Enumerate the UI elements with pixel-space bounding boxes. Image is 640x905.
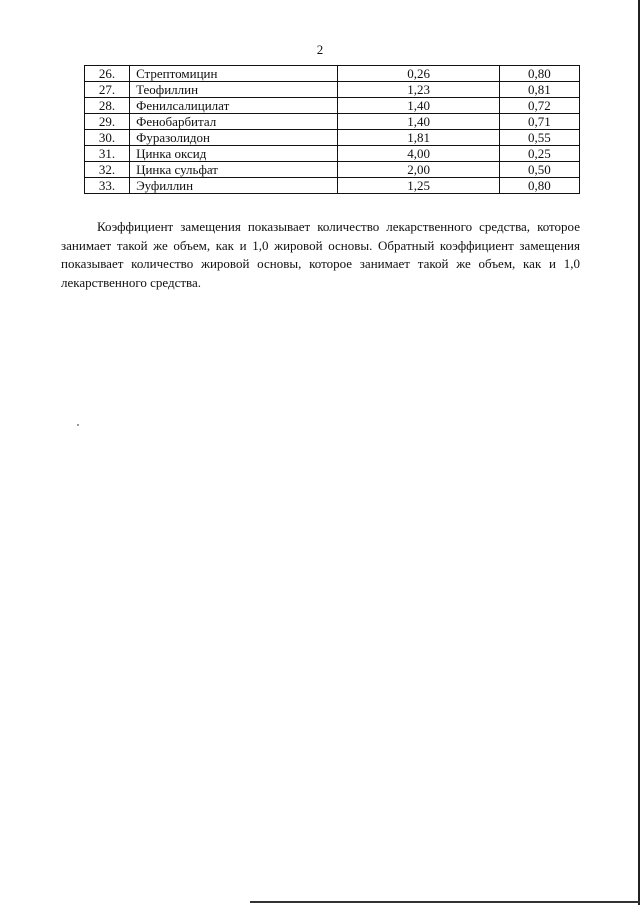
row-number-cell: 27. <box>85 82 130 98</box>
substitution-coefficient-cell: 1,40 <box>338 98 499 114</box>
paragraph-text: Коэффициент замещения показывает количество лекарственного средства, которое занимает такой же объем, как и 1,0 жировой основы. Обратный коэффициент замещения показывает количество жировой основы, которое занимает такой же объем, как и 1,0 лекарственного средства. <box>61 219 580 290</box>
table-row <box>85 114 580 130</box>
row-number-cell: 32. <box>85 162 130 178</box>
table-row <box>85 82 580 98</box>
substitution-coefficient-cell: 2,00 <box>338 162 499 178</box>
inverse-coefficient-cell: 0,80 <box>499 178 579 194</box>
drug-name-cell: Фуразолидон <box>130 130 338 146</box>
inverse-coefficient-cell: 0,25 <box>499 146 579 162</box>
table-body <box>85 66 580 194</box>
body-paragraph <box>61 218 580 292</box>
table-row <box>85 162 580 178</box>
row-number-cell: 29. <box>85 114 130 130</box>
row-number-cell: 33. <box>85 178 130 194</box>
substitution-coefficient-cell: 1,40 <box>338 114 499 130</box>
row-number-cell: 31. <box>85 146 130 162</box>
table-row <box>85 66 580 82</box>
drug-name-cell: Фенилсалицилат <box>130 98 338 114</box>
inverse-coefficient-cell: 0,72 <box>499 98 579 114</box>
substitution-coefficient-cell: 4,00 <box>338 146 499 162</box>
table-row <box>85 98 580 114</box>
table-row <box>85 130 580 146</box>
substitution-coefficient-cell: 1,25 <box>338 178 499 194</box>
drug-name-cell: Цинка сульфат <box>130 162 338 178</box>
drug-name-cell: Фенобарбитал <box>130 114 338 130</box>
table-row <box>85 146 580 162</box>
scan-bottom-edge <box>250 901 640 903</box>
table-row <box>85 178 580 194</box>
drug-name-cell: Цинка оксид <box>130 146 338 162</box>
inverse-coefficient-cell: 0,55 <box>499 130 579 146</box>
inverse-coefficient-cell: 0,71 <box>499 114 579 130</box>
drug-name-cell: Эуфиллин <box>130 178 338 194</box>
row-number-cell: 26. <box>85 66 130 82</box>
substitution-coefficient-cell: 1,81 <box>338 130 499 146</box>
page-number: 2 <box>316 42 324 57</box>
row-number-cell: 28. <box>85 98 130 114</box>
inverse-coefficient-cell: 0,81 <box>499 82 579 98</box>
substitution-coefficient-cell: 1,23 <box>338 82 499 98</box>
drug-name-cell: Теофиллин <box>130 82 338 98</box>
inverse-coefficient-cell: 0,80 <box>499 66 579 82</box>
scan-speck <box>77 424 79 426</box>
inverse-coefficient-cell: 0,50 <box>499 162 579 178</box>
row-number-cell: 30. <box>85 130 130 146</box>
drug-name-cell: Стрептомицин <box>130 66 338 82</box>
substitution-coefficient-table <box>84 65 580 194</box>
substitution-coefficient-cell: 0,26 <box>338 66 499 82</box>
